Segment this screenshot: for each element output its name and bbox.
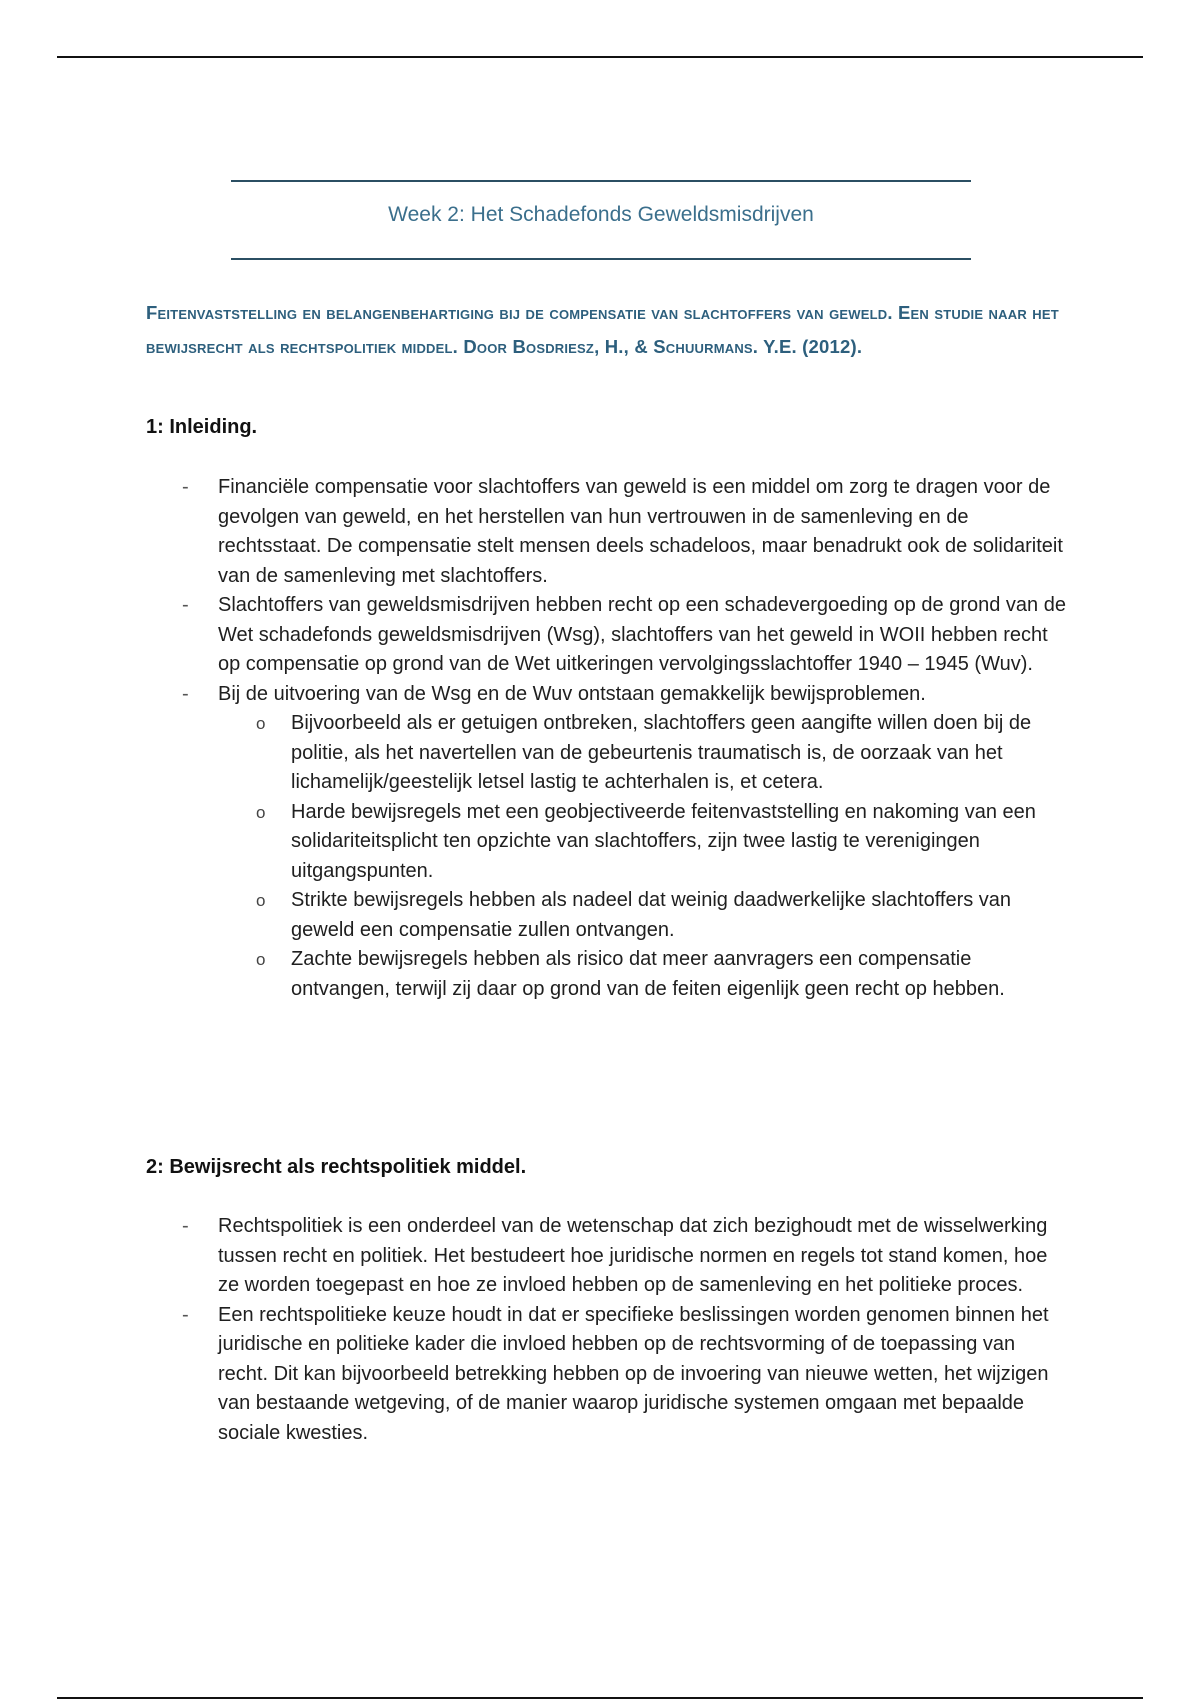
list-item-text: Een rechtspolitieke keuze houdt in dat er specifieke beslissingen worden genomen binnen het juridische en politieke kader die invloed hebben op de rechtsvorming of de toepassing van recht. Dit kan bijvoorbeeld betrekking hebben op de invoering van nieuwe wetten, het wijzigen van bestaande wetgeving, of de manier waarop juridische systemen omgaan met bepaalde sociale kwesties. [218,1303,1049,1444]
title-upper-rule [231,180,971,182]
title-lower-rule [231,258,971,260]
dash-bullet: - [182,594,189,616]
section-1-list [146,473,1066,1004]
circle-bullet: o [256,891,266,910]
week-title: Week 2: Het Schadefonds Geweldsmisdrijven [388,203,814,226]
section-2-list [146,1212,1066,1448]
list-item-text: Financiële compensatie voor slachtoffers van geweld is een middel om zorg te dragen voor de gevolgen van geweld, en het herstellen van hun vertrouwen in de samenleving en de rechtsstaat. De compensatie stelt mensen deels schadeloos, maar benadrukt ook de solidariteit van de samenleving met slachtoffers. [218,476,1063,587]
list-item-text: Rechtspolitiek is een onderdeel van de wetenschap dat zich bezighoudt met de wisselwerking tussen recht en politiek. Het bestudeert hoe juridische normen en regels tot stand komen, hoe ze worden toegepast en hoe ze invloed hebben op de samenleving en het politieke proces. [218,1215,1048,1296]
list-item-text: Slachtoffers van geweldsmisdrijven hebben recht op een schadevergoeding op de grond van de Wet schadefonds geweldsmisdrijven (Wsg), slachtoffers van het geweld in WOII hebben recht op compensatie op grond van de Wet uitkeringen vervolgingsslachtoffer 1940 – 1945 (Wuv). [218,594,1066,675]
sub-list-item [218,945,1066,1004]
sub-list [218,709,1066,1004]
list-item [146,473,1066,591]
dash-bullet: - [182,1303,189,1326]
list-item [146,591,1066,680]
sub-list-item [218,886,1066,945]
list-item [146,680,1066,1005]
dash-bullet: - [182,476,189,498]
circle-bullet: o [256,950,266,969]
sub-list-item [218,709,1066,798]
sub-list-item-text: Zachte bewijsregels hebben als risico dat meer aanvragers een compensatie ontvangen, terwijl zij daar op grond van de feiten eigenlijk geen recht op hebben. [291,948,1005,1000]
circle-bullet: o [256,714,266,733]
article-heading: Feitenvaststelling en belangenbehartiging bij de compensatie van slachtoffers van geweld. Een studie naar het bewijsrecht als rechtspolitiek middel. Door Bosdriesz, H., & Schuurmans. Y.E. (2012). [146,302,1059,357]
list-item-text: Bij de uitvoering van de Wsg en de Wuv ontstaan gemakkelijk bewijsproblemen. [218,682,926,705]
sub-list-item-text: Strikte bewijsregels hebben als nadeel dat weinig daadwerkelijke slachtoffers van geweld een compensatie zullen ontvangen. [291,889,1012,941]
dash-bullet: - [182,1215,189,1237]
sub-list-item-text: Harde bewijsregels met een geobjectiveerde feitenvaststelling en nakoming van een solidariteitsplicht ten opzichte van slachtoffers, zijn twee lastig te verenigingen uitgangspunten. [291,800,1036,882]
circle-bullet: o [256,802,266,822]
dash-bullet: - [182,682,189,705]
sub-list-item-text: Bijvoorbeeld als er getuigen ontbreken, slachtoffers geen aangifte willen doen bij de politie, als het navertellen van de gebeurtenis traumatisch is, de oorzaak van het lichamelijk/geestelijk letsel lastig te achterhalen is, et cetera. [291,712,1032,793]
list-item [146,1212,1066,1301]
section-heading-bewijsrecht: 2: Bewijsrecht als rechtspolitiek middel. [146,1156,527,1178]
title-block [231,180,971,260]
list-item [146,1301,1066,1449]
section-heading-inleiding: 1: Inleiding. [146,416,258,438]
page-bottom-rule [57,1697,1143,1699]
page-top-rule [57,56,1143,58]
sub-list-item [218,798,1066,887]
